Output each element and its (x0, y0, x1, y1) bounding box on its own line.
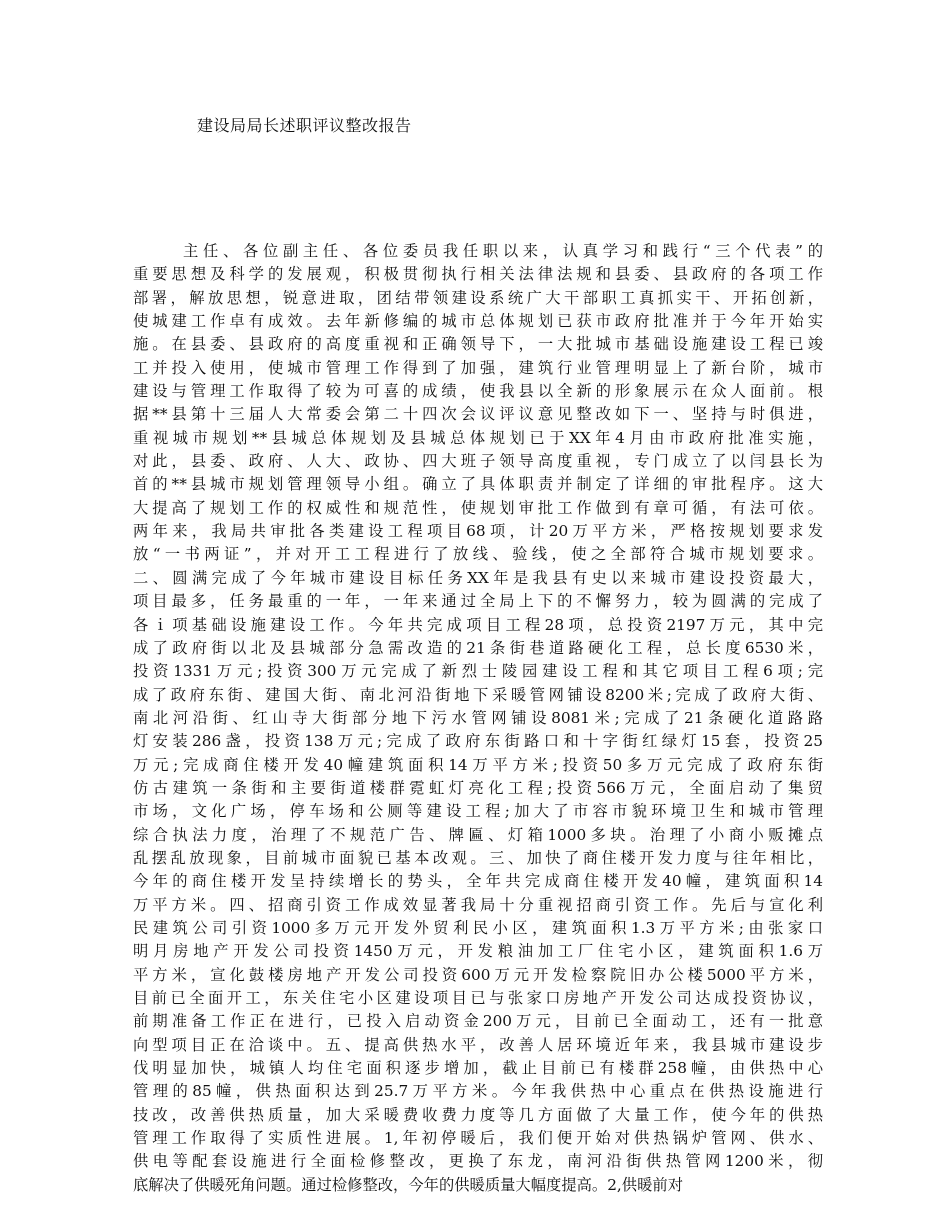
paragraph-line: 技改，改善供热质量，加大采暖费收费力度等几方面做了大量工作，使今年的供热 (133, 1105, 823, 1124)
paragraph-line: 管理的85幢，供热面积达到25.7万平方米。今年我供热中心重点在供热设施进行 (133, 1082, 823, 1101)
paragraph-line: 二、圆满完成了今年城市建设目标任务XX年是我县有史以来城市建设投资最大， (133, 568, 823, 587)
paragraph-line: 施。在县委、县政府的高度重视和正确领导下，一大批城市基础设施建设工程已竣 (133, 335, 823, 354)
document-title: 建设局局长述职评议整改报告 (197, 116, 412, 135)
paragraph-line: 重要思想及科学的发展观，积极贯彻执行相关法律法规和县委、县政府的各项工作 (133, 265, 823, 284)
paragraph-line: 成了政府街以北及县城部分急需改造的21条街巷道路硬化工程，总长度6530米， (133, 638, 823, 657)
paragraph-line: 重视城市规划**县城总体规划及县城总体规划已于XX年4月由市政府批准实施， (133, 428, 823, 447)
paragraph-line: 大提高了规划工作的权威性和规范性，使规划审批工作做到有章可循，有法可依。 (133, 498, 823, 517)
paragraph-line: 明月房地产开发公司投资1450万元，开发粮油加工厂住宅小区，建筑面积1.6万 (133, 942, 823, 961)
paragraph-line: 工并投入使用，使城市管理工作得到了加强，建筑行业管理明显上了新台阶，城市 (133, 358, 823, 377)
paragraph-line: 万平方米。四、招商引资工作成效显著我局十分重视招商引资工作。先后与宣化利 (133, 895, 823, 914)
paragraph-line: 仿古建筑一条街和主要街道楼群霓虹灯亮化工程;投资566万元，全面启动了集贸 (133, 778, 823, 797)
paragraph-line: 对此，县委、政府、人大、政协、四大班子领导高度重视，专门成立了以闫县长为 (133, 452, 823, 471)
paragraph-line: 市场，文化广场，停车场和公厕等建设工程;加大了市容市貌环境卫生和城市管理 (133, 802, 823, 821)
paragraph-line: 伐明显加快，城镇人均住宅面积逐步增加，截止目前已有楼群258幢，由供热中心 (133, 1059, 823, 1078)
paragraph-line: 南北河沿街、红山寺大街部分地下污水管网铺设8081米;完成了21条硬化道路路 (133, 708, 823, 727)
paragraph-line: 平方米，宣化鼓楼房地产开发公司投资600万元开发检察院旧办公楼5000平方米， (133, 965, 823, 984)
document-body (133, 240, 823, 1197)
paragraph-line: 综合执法力度，治理了不规范广告、牌匾、灯箱1000多块。治理了小商小贩摊点 (133, 825, 823, 844)
paragraph-line: 今年的商住楼开发呈持续增长的势头，全年共完成商住楼开发40幢，建筑面积14 (133, 872, 823, 891)
paragraph-line: 管理工作取得了实质性进展。1,年初停暖后，我们便开始对供热锅炉管网、供水、 (133, 1129, 823, 1148)
paragraph-line: 建设与管理工作取得了较为可喜的成绩，使我县以全新的形象展示在众人面前。根 (133, 382, 823, 401)
paragraph-line: 主任、各位副主任、各位委员我任职以来，认真学习和践行“三个代表”的 (183, 242, 823, 260)
paragraph-line: 两年来，我局共审批各类建设工程项目68项，计20万平方米，严格按规划要求发 (133, 522, 823, 541)
paragraph-line: 底解决了供暖死角问题。通过检修整改，今年的供暖质量大幅度提高。2,供暖前对 (133, 1175, 683, 1194)
paragraph-line: 民建筑公司引资1000多万元开发外贸利民小区，建筑面积1.3万平方米;由张家口 (133, 918, 823, 937)
paragraph-line: 部署，解放思想，锐意进取，团结带领建设系统广大干部职工真抓实干、开拓创新， (133, 288, 823, 307)
paragraph-line: 据**县第十三届人大常委会第二十四次会议评议意见整改如下一、坚持与时俱进， (133, 405, 823, 424)
paragraph-line: 投资1331万元;投资300万元完成了新烈士陵园建设工程和其它项目工程6项;完 (133, 662, 823, 681)
paragraph-line: 前期准备工作正在进行，已投入启动资金200万元，目前已全面动工，还有一批意 (133, 1012, 823, 1031)
paragraph-line: 各ｉ项基础设施建设工作。今年共完成项目工程28项，总投资2197万元，其中完 (133, 615, 823, 634)
paragraph-line: 放“一书两证”，并对开工工程进行了放线、验线，使之全部符合城市规划要求。 (133, 545, 823, 564)
paragraph-line: 项目最多，任务最重的一年，一年来通过全局上下的不懈努力，较为圆满的完成了 (133, 592, 823, 611)
paragraph-line: 乱摆乱放现象，目前城市面貌已基本改观。三、加快了商住楼开发力度与往年相比， (133, 848, 823, 867)
paragraph-line: 首的**县城市规划管理领导小组。确立了具体职责并制定了详细的审批程序。这大 (133, 475, 823, 494)
paragraph-line: 使城建工作卓有成效。去年新修编的城市总体规划已获市政府批准并于今年开始实 (133, 312, 823, 331)
paragraph-line: 向型项目正在洽谈中。五、提高供热水平，改善人居环境近年来，我县城市建设步 (133, 1035, 823, 1054)
paragraph-line: 成了政府东街、建国大街、南北河沿街地下采暖管网铺设8200米;完成了政府大街、 (133, 685, 823, 704)
paragraph-line: 供电等配套设施进行全面检修整改，更换了东龙，南河沿街供热管网1200米，彻 (133, 1152, 823, 1171)
paragraph-line: 目前已全面开工，东关住宅小区建设项目已与张家口房地产开发公司达成投资协议， (133, 989, 823, 1007)
paragraph-line: 灯安装286盏，投资138万元;完成了政府东街路口和十字街红绿灯15套，投资25 (133, 732, 823, 751)
paragraph-line: 万元;完成商住楼开发40幢建筑面积14万平方米;投资50多万元完成了政府东街 (133, 755, 823, 774)
